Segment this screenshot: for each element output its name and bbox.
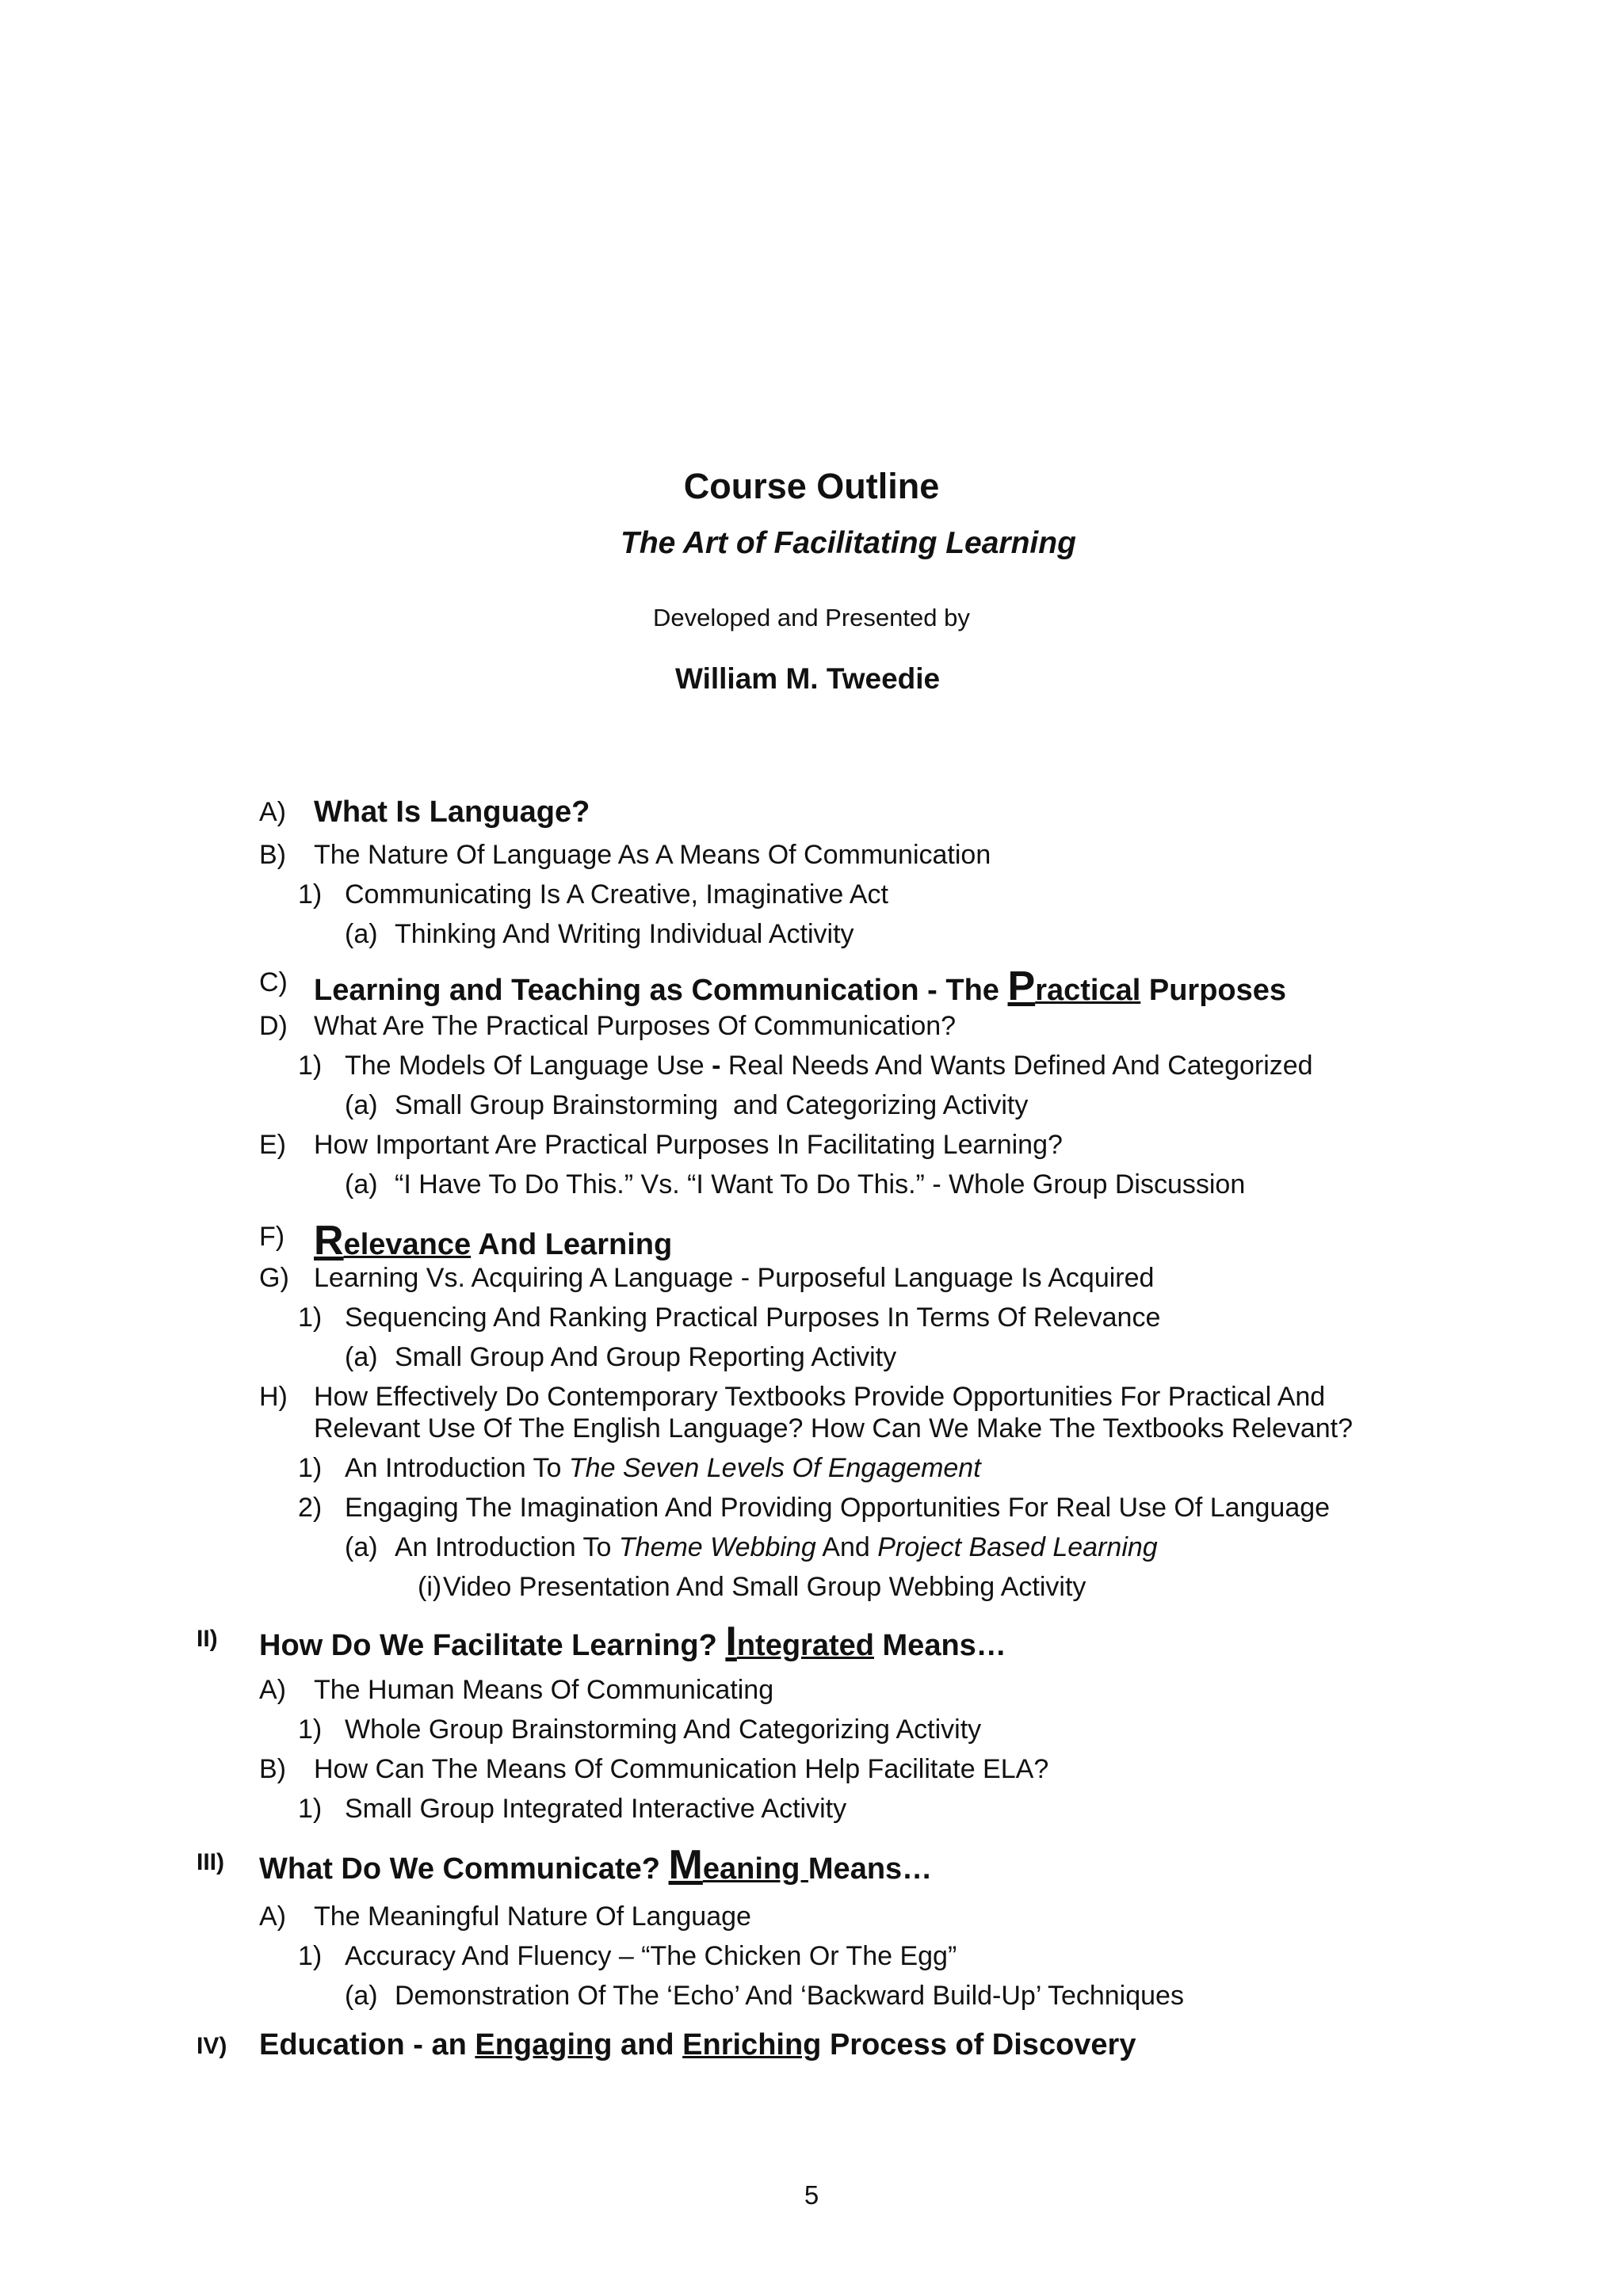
outline-text: “I Have To Do This.” Vs. “I Want To Do This.” - Whole Group Discussion	[395, 1169, 1246, 1199]
emphasis-capital: I	[725, 1619, 737, 1665]
outline-label: 1)	[298, 1941, 323, 1971]
outline-text: Small Group Integrated Interactive Activity	[345, 1794, 847, 1824]
outline-label: 1)	[298, 1453, 323, 1483]
emphasis-word: elevance	[343, 1228, 472, 1261]
outline-label: E)	[259, 1130, 286, 1160]
outline-text: Communicating Is A Creative, Imaginative Act	[345, 879, 888, 910]
section-number: II)	[197, 1626, 218, 1652]
author-name: William M. Tweedie	[675, 662, 941, 695]
course-subtitle: The Art of Facilitating Learning	[621, 526, 1076, 560]
outline-label: A)	[259, 797, 286, 827]
outline-label: 1)	[298, 1302, 323, 1333]
italic-title: Project Based Learning	[877, 1532, 1158, 1562]
heading-text: Means…	[873, 1629, 1006, 1662]
outline-text	[395, 1532, 1158, 1563]
outline-text: Demonstration Of The ‘Echo’ And ‘Backward Build-Up’ Techniques	[395, 1981, 1184, 2011]
emphasis-capital: R	[314, 1218, 344, 1264]
text-part: An Introduction To	[345, 1453, 569, 1483]
emphasis-capital: P	[1007, 963, 1036, 1009]
outline-label: (a)	[345, 1981, 378, 2011]
text-part: Real Needs And Wants Defined And Categorized	[720, 1051, 1313, 1081]
heading-text: Education - an	[259, 2028, 475, 2061]
italic-title: Theme Webbing	[618, 1532, 816, 1562]
page-title: Course Outline	[683, 466, 940, 506]
outline-label: H)	[259, 1382, 288, 1412]
heading-text: How Do We Facilitate Learning?	[259, 1629, 726, 1662]
outline-label: (a)	[345, 1342, 378, 1372]
emphasis-word: ntegrated	[736, 1629, 874, 1662]
outline-label: B)	[259, 1754, 286, 1784]
outline-label: 1)	[298, 1051, 323, 1081]
emphasis-word: eaning	[702, 1852, 808, 1886]
outline-text: Small Group Brainstorming and Categorizing Activity	[395, 1090, 1029, 1120]
outline-heading	[314, 1220, 672, 1262]
outline-text: The Nature Of Language As A Means Of Communication	[314, 840, 991, 870]
outline-label: D)	[259, 1011, 288, 1041]
text-dash: -	[712, 1051, 721, 1081]
outline-text: Video Presentation And Small Group Webbing Activity	[443, 1572, 1086, 1602]
text-part: The Models Of Language Use	[345, 1051, 712, 1081]
section-number: III)	[197, 1849, 224, 1875]
section-heading	[259, 1621, 1006, 1663]
outline-text-line-2: Relevant Use Of The English Language? How Can We Make The Textbooks Relevant?	[314, 1413, 1354, 1444]
outline-text: What Are The Practical Purposes Of Communication?	[314, 1011, 957, 1041]
outline-label: F)	[259, 1222, 285, 1252]
heading-text: Learning and Teaching as Communication - The	[314, 974, 1008, 1007]
outline-label: (a)	[345, 1532, 378, 1562]
outline-text: Engaging The Imagination And Providing Opportunities For Real Use Of Language	[345, 1493, 1331, 1523]
text-part: An Introduction To	[395, 1532, 619, 1562]
emphasis-capital: M	[668, 1842, 703, 1888]
outline-text	[345, 1453, 981, 1484]
outline-heading	[314, 963, 1287, 1009]
outline-text: The Human Means Of Communicating	[314, 1675, 774, 1705]
outline-label: (a)	[345, 1169, 378, 1199]
outline-text: Small Group And Group Reporting Activity	[395, 1342, 897, 1372]
outline-text: Accuracy And Fluency – “The Chicken Or The Egg”	[345, 1941, 957, 1971]
outline-text: Learning Vs. Acquiring A Language - Purposeful Language Is Acquired	[314, 1263, 1155, 1293]
outline-label: 1)	[298, 1714, 323, 1745]
outline-heading: What Is Language?	[314, 795, 590, 829]
section-heading	[259, 1844, 932, 1886]
heading-text: What Do We Communicate?	[259, 1852, 669, 1886]
outline-label: G)	[259, 1263, 289, 1293]
heading-text: Process of Discovery	[821, 2028, 1136, 2061]
byline: Developed and Presented by	[653, 604, 970, 631]
outline-label: (i)	[418, 1572, 442, 1602]
outline-label: 2)	[298, 1493, 323, 1523]
emphasis-word: Engaging	[475, 2028, 613, 2061]
outline-text: Sequencing And Ranking Practical Purposes In Terms Of Relevance	[345, 1302, 1161, 1333]
heading-text: Purposes	[1140, 974, 1287, 1007]
italic-title: The Seven Levels Of Engagement	[568, 1453, 981, 1483]
heading-text: And Learning	[471, 1228, 673, 1261]
outline-label: A)	[259, 1901, 286, 1932]
outline-label: C)	[259, 967, 288, 997]
emphasis-word: Enriching	[682, 2028, 822, 2061]
outline-label: 1)	[298, 879, 323, 910]
outline-text: Thinking And Writing Individual Activity	[395, 919, 854, 949]
outline-label: (a)	[345, 919, 378, 949]
outline-text-line-1: How Effectively Do Contemporary Textbooks Provide Opportunities For Practical And	[314, 1382, 1326, 1412]
section-heading	[259, 2028, 1136, 2062]
outline-label: B)	[259, 840, 286, 870]
outline-label: (a)	[345, 1090, 378, 1120]
outline-text: Whole Group Brainstorming And Categorizing Activity	[345, 1714, 982, 1745]
outline-label: 1)	[298, 1794, 323, 1824]
heading-text: Means…	[808, 1852, 933, 1886]
outline-text: How Can The Means Of Communication Help Facilitate ELA?	[314, 1754, 1049, 1784]
outline-text: The Meaningful Nature Of Language	[314, 1901, 751, 1932]
emphasis-word: ractical	[1035, 974, 1141, 1007]
outline-label: A)	[259, 1675, 286, 1705]
outline-text: How Important Are Practical Purposes In Facilitating Learning?	[314, 1130, 1063, 1160]
outline-text	[345, 1051, 1313, 1081]
text-part: And	[815, 1532, 878, 1562]
page-number: 5	[804, 2180, 819, 2210]
heading-text: and	[612, 2028, 683, 2061]
section-number: IV)	[197, 2033, 227, 2059]
